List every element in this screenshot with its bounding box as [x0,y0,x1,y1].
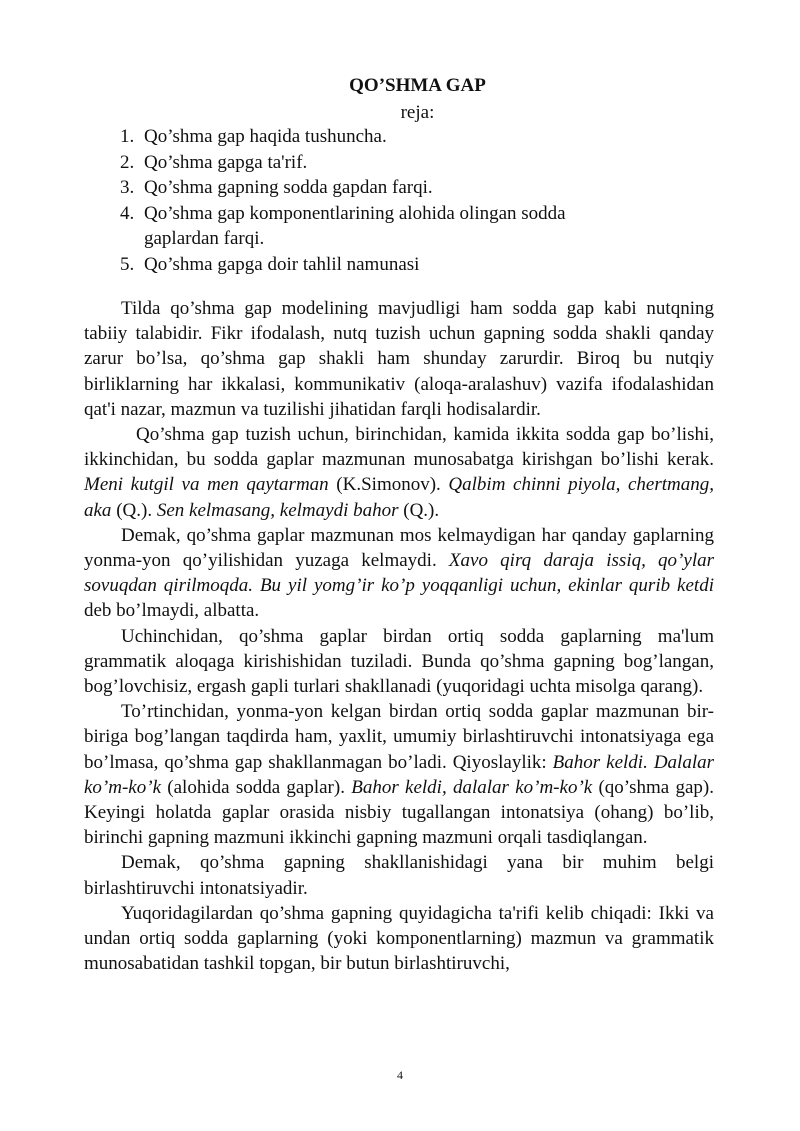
page-number: 4 [397,1068,403,1082]
paragraph-2: Qo’shma gap tuzish uchun, birinchidan, kamida ikkita sodda gap bo’lishi, ikkinchidan, bu sodda gaplar mazmunan munosabatga kirishgan bo’lishi kerak. Meni kutgil va men qaytarman (K.Simonov). Qalbim chinni piyola, chertmang, aka (Q.). Sen kelmasang, kelmaydi bahor (Q.). [84,424,715,521]
example-quote: Qalbim chinni piyola, chertmang, aka [84,474,715,521]
plan-subtitle: reja: [400,102,435,123]
paragraph-4: Uchinchidan, qo’shma gaplar birdan ortiq sodda gaplarning ma'lum grammatik aloqaga kirishishidan tuziladi. Bunda qo’shma gapning bog’langan, bog’lovchisiz, ergash gapli turlari shakllanadi (yuqoridagi uchta misolga qarang). [84,625,714,698]
example-quote: Xavo qirq daraja issiq, qo’ylar sovuqdan qirilmoqda. Bu yil yomg’ir ko’p yoqqanligi uchun, ekinlar qurib ketdi [84,550,714,597]
plan-item: 3. Qo’shma gapning sodda gapdan farqi. [120,177,433,198]
example-quote: Bahor keldi. Dalalar ko’m-ko’k [84,751,714,798]
example-quote: Sen kelmasang, kelmaydi bahor [156,499,399,521]
plan-list [120,124,640,277]
page-title: QO’SHMA GAP [349,75,486,96]
plan-item: 5. Qo’shma gapga doir tahlil namunasi [120,253,420,275]
paragraph-5: To’rtinchidan, yonma-yon kelgan birdan ortiq sodda gaplar mazmunan bir-biriga bog’langan taqdirda ham, yaxlit, umumiy birlashtiruvchi intonatsiyaga ega bo’lmasa, qo’shma gap shakllanmagan bo’ladi. Qiyoslaylik: Bahor keldi. Dalalar ko’m-ko’k (alohida sodda gaplar). Bahor keldi, dalalar ko’m-ko’k (qo’shma gap). Keyingi holatda gaplar orasida nisbiy tugallangan intonatsiya (ohang) bo’lib, birinchi gapning mazmuni ikkinchi gapning mazmuni orqali tasdiqlangan. [84,701,714,849]
plan-item: 1. Qo’shma gap haqida tushuncha. [120,126,387,147]
example-quote: Meni kutgil va men qaytarman [84,474,329,496]
body-text [84,296,714,976]
plan-item: 4. Qo’shma gap komponentlarining alohida olingan sodda gaplardan farqi. [120,202,566,249]
paragraph-3: Demak, qo’shma gaplar mazmunan mos kelmaydigan har qanday gaplarning yonma-yon qo’yilishidan yuzaga kelmaydi. Xavo qirq daraja issiq, qo’ylar sovuqdan qirilmoqda. Bu yil yomg’ir ko’p yoqqanligi uchun, ekinlar qurib ketdi deb bo’lmaydi, albatta. [84,524,714,622]
paragraph-6: Demak, qo’shma gapning shakllanishidagi yana bir muhim belgi birlashtiruvchi intonatsiyadir. [84,852,714,899]
paragraph-7: Yuqoridagilardan qo’shma gapning quyidagicha ta'rifi kelib chiqadi: Ikki va undan ortiq sodda gaplarning (yoki komponentlarning) mazmun va grammatik munosabatidan tashkil topgan, bir butun birlashtiruvchi, [84,902,714,975]
plan-item: 2. Qo’shma gapga ta'rif. [120,151,308,173]
paragraph-1: Tilda qo’shma gap modelining mavjudligi ham sodda gap kabi nutqning tabiiy talabidir. Fikr ifodalash, nutq tuzish uchun gapning sodda shakli qanday zarur bo’lsa, qo’shma gap shakli ham shunday zarurdir. Biroq bu nutqiy birliklarning har ikkalasi, kommunikativ (aloqa-aralashuv) vazifa ifodalashidan qat'i nazar, mazmun va tuzilishi jihatidan farqli hodisalardir. [84,298,714,420]
example-quote: Bahor keldi, dalalar ko’m-ko’k [351,776,593,798]
